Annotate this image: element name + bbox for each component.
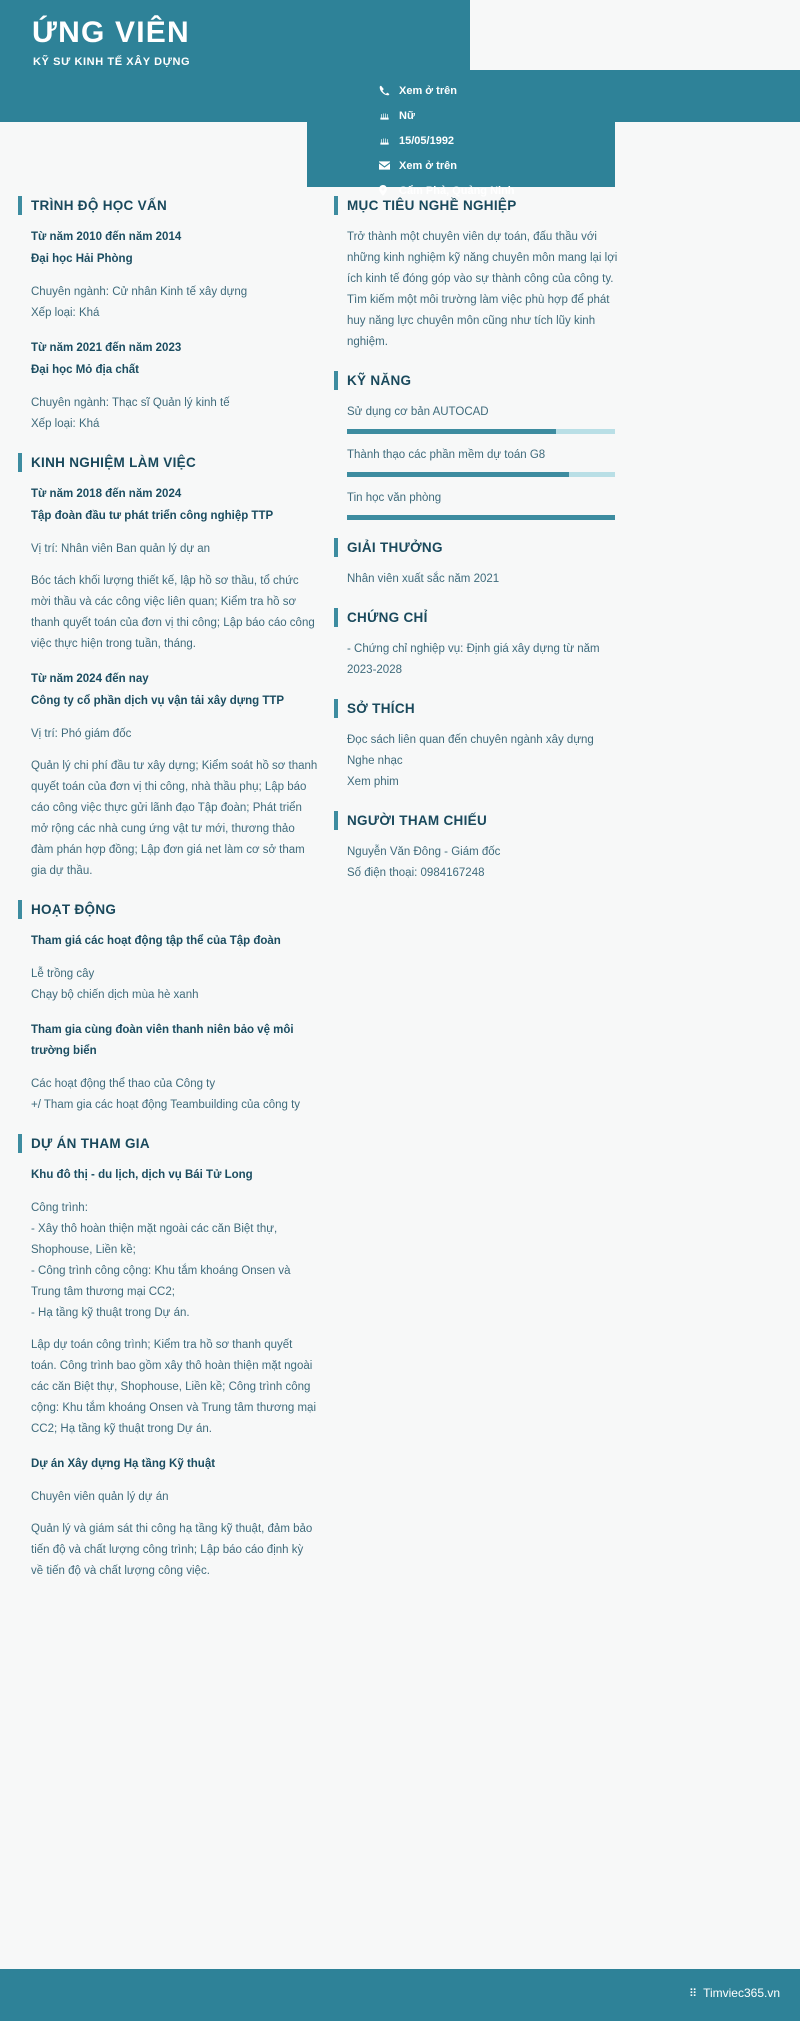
skill-label: Sử dụng cơ bản AUTOCAD bbox=[347, 406, 489, 418]
activity-heading: Tham gia cùng đoàn viên thanh niên bảo vệ môi trường biển bbox=[31, 1024, 294, 1057]
skill-progress-track bbox=[347, 429, 615, 434]
education-period: Từ năm 2021 đến năm 2023 bbox=[31, 342, 182, 354]
spacer bbox=[31, 271, 318, 282]
project-paragraph: Lập dự toán công trình; Kiểm tra hồ sơ thanh quyết toán. Công trình bao gồm xây thô hoàn thiện mặt ngoài các căn Biệt thự, Shophouse, Liền kề; Công trình công cộng: Khu tắm khoáng Onsen và Trung tâm thương mại CC2; Hạ tầng kỹ thuật trong Dự án. bbox=[31, 1339, 317, 1435]
section-accent-bar bbox=[334, 811, 338, 830]
section-awards-heading bbox=[334, 538, 618, 557]
skill-progress-track bbox=[347, 515, 615, 520]
contact-value: 15/05/1992 bbox=[399, 134, 455, 147]
section-experience-heading bbox=[18, 453, 318, 472]
section-title: GIẢI THƯỞNG bbox=[347, 540, 443, 555]
education-grade: Xếp loại: Khá bbox=[31, 307, 100, 319]
spacer bbox=[18, 655, 318, 669]
birthday-cake-icon bbox=[379, 135, 399, 146]
contact-item-gender bbox=[379, 103, 615, 128]
skill-progress-fill bbox=[347, 472, 569, 477]
project-line: - Hạ tầng kỹ thuật trong Dự án. bbox=[31, 1307, 190, 1319]
section-skills-heading bbox=[334, 371, 618, 390]
section-accent-bar bbox=[18, 196, 22, 215]
activity-line: +/ Tham gia các hoạt động Teambuilding của công ty bbox=[31, 1099, 301, 1111]
experience-period: Từ năm 2018 đến năm 2024 bbox=[31, 488, 182, 500]
education-item bbox=[18, 338, 318, 435]
spacer bbox=[18, 324, 318, 338]
section-title: HOẠT ĐỘNG bbox=[31, 902, 117, 917]
section-title: NGƯỜI THAM CHIẾU bbox=[347, 813, 488, 828]
education-school: Đại học Mỏ địa chất bbox=[31, 364, 139, 376]
right-column bbox=[334, 196, 618, 884]
skill-item bbox=[334, 402, 618, 434]
experience-company: Tập đoàn đầu tư phát triển công nghiệp TTP bbox=[31, 510, 274, 522]
contact-panel bbox=[307, 70, 615, 197]
objective-body bbox=[334, 227, 618, 353]
left-column bbox=[18, 196, 318, 1582]
spacer bbox=[31, 1324, 318, 1335]
section-title: MỤC TIÊU NGHỀ NGHIỆP bbox=[347, 198, 517, 213]
spacer bbox=[31, 953, 318, 964]
brand-name: Timviec365.vn bbox=[703, 1986, 780, 2000]
contact-item-email bbox=[379, 153, 615, 178]
project-heading: Dự án Xây dựng Hạ tầng Kỹ thuật bbox=[31, 1458, 216, 1470]
contact-item-phone bbox=[379, 78, 615, 103]
section-accent-bar bbox=[334, 538, 338, 557]
spacer bbox=[31, 382, 318, 393]
education-item bbox=[18, 227, 318, 324]
section-certificates-heading bbox=[334, 608, 618, 627]
project-paragraph: Quản lý và giám sát thi công hạ tầng kỹ thuật, đảm bảo tiến độ và chất lượng công trình; Lập báo cáo định kỳ về tiến độ và chất lượng công việc. bbox=[31, 1523, 313, 1577]
envelope-icon bbox=[379, 161, 399, 170]
section-accent-bar bbox=[18, 453, 22, 472]
hobby-line: Xem phim bbox=[347, 776, 399, 788]
candidate-name: ỨNG VIÊN bbox=[32, 16, 190, 49]
contact-item-birthday bbox=[379, 128, 615, 153]
spacer bbox=[31, 1063, 318, 1074]
certificate-line: - Chứng chỉ nghiệp vụ: Định giá xây dựng từ năm 2023-2028 bbox=[347, 643, 600, 676]
activity-line: Lễ trồng cây bbox=[31, 968, 95, 980]
phone-icon bbox=[379, 85, 399, 96]
section-reference-heading bbox=[334, 811, 618, 830]
experience-item bbox=[18, 484, 318, 655]
section-title: CHỨNG CHỈ bbox=[347, 610, 428, 625]
experience-position: Vị trí: Nhân viên Ban quản lý dự an bbox=[31, 543, 211, 555]
section-title: KỸ NĂNG bbox=[347, 373, 412, 388]
reference-body bbox=[334, 842, 618, 884]
spacer bbox=[18, 1006, 318, 1020]
section-accent-bar bbox=[334, 608, 338, 627]
skill-label: Tin học văn phòng bbox=[347, 492, 442, 504]
hobbies-body bbox=[334, 730, 618, 793]
spacer bbox=[31, 560, 318, 571]
education-grade: Xếp loại: Khá bbox=[31, 418, 100, 430]
project-item bbox=[18, 1165, 318, 1440]
spacer bbox=[31, 745, 318, 756]
experience-position: Vị trí: Phó giám đốc bbox=[31, 728, 132, 740]
gender-icon bbox=[379, 110, 399, 121]
contact-value: Xem ở trên bbox=[399, 159, 457, 172]
education-school: Đại học Hải Phòng bbox=[31, 253, 133, 265]
footer-bar bbox=[0, 1969, 800, 2021]
activity-item bbox=[18, 931, 318, 1006]
location-pin-icon bbox=[379, 185, 399, 196]
project-heading: Khu đô thị - du lịch, dịch vụ Bái Tử Long bbox=[31, 1169, 253, 1181]
section-title: SỞ THÍCH bbox=[347, 701, 415, 716]
hobby-line: Đọc sách liên quan đến chuyên ngành xây dựng bbox=[347, 734, 594, 746]
footer-brand bbox=[689, 1986, 780, 2000]
spacer bbox=[31, 1187, 318, 1198]
spacer bbox=[31, 713, 318, 724]
section-accent-bar bbox=[18, 1134, 22, 1153]
contact-value: Nữ bbox=[399, 109, 415, 122]
experience-description: Quản lý chi phí đầu tư xây dựng; Kiểm soát hồ sơ thanh quyết toán của đơn vị thi công, nhà thầu phụ; Lập báo cáo công việc thực gửi lãnh đạo Tập đoàn; Phát triển mở rộng các nhà cung ứng vật tư mới, thương thảo đàm phán hợp đồng; Lập đơn giá net làm cơ sở tham gia dự thầu. bbox=[31, 760, 318, 877]
activity-heading: Tham giá các hoạt động tập thể của Tập đoàn bbox=[31, 935, 281, 947]
section-title: DỰ ÁN THAM GIA bbox=[31, 1136, 150, 1151]
activity-line: Các hoạt động thể thao của Công ty bbox=[31, 1078, 216, 1090]
experience-item bbox=[18, 669, 318, 882]
section-activities-heading bbox=[18, 900, 318, 919]
hobby-line: Nghe nhạc bbox=[347, 755, 403, 767]
section-accent-bar bbox=[334, 371, 338, 390]
section-accent-bar bbox=[334, 196, 338, 215]
objective-text: Trở thành một chuyên viên dự toán, đấu thầu với những kinh nghiệm kỹ năng chuyên môn mang lại lợi ích kinh tế đóng góp vào sự thành công của công ty. Tìm kiếm một môi trường làm việc phù hợp để phát huy năng lực chuyên môn cũng như tích lũy kinh nghiệm. bbox=[347, 231, 618, 348]
candidate-job-title: KỸ SƯ KINH TẾ XÂY DỰNG bbox=[33, 56, 191, 68]
project-item bbox=[18, 1454, 318, 1582]
skill-item bbox=[334, 445, 618, 477]
reference-line: Số điện thoại: 0984167248 bbox=[347, 867, 485, 879]
section-projects-heading bbox=[18, 1134, 318, 1153]
reference-line: Nguyễn Văn Đông - Giám đốc bbox=[347, 846, 501, 858]
project-line: Công trình: bbox=[31, 1202, 88, 1214]
section-education-heading bbox=[18, 196, 318, 215]
contact-value: Cẩm Phả, Quảng Ninh bbox=[399, 184, 515, 197]
brand-logo-icon: ⠿ bbox=[689, 1987, 697, 2000]
project-line: Chuyên viên quản lý dự án bbox=[31, 1491, 169, 1503]
education-period: Từ năm 2010 đến năm 2014 bbox=[31, 231, 182, 243]
award-line: Nhân viên xuất sắc năm 2021 bbox=[347, 573, 500, 585]
awards-body bbox=[334, 569, 618, 590]
activity-item bbox=[18, 1020, 318, 1116]
skill-label: Thành thạo các phần mềm dự toán G8 bbox=[347, 449, 546, 461]
contact-value: Xem ở trên bbox=[399, 84, 457, 97]
experience-company: Công ty cổ phần dịch vụ vận tải xây dựng TTP bbox=[31, 695, 285, 707]
skill-item bbox=[334, 488, 618, 520]
project-line: - Xây thô hoàn thiện mặt ngoài các căn Biệt thự, Shophouse, Liền kề; bbox=[31, 1223, 278, 1256]
spacer bbox=[31, 1508, 318, 1519]
experience-period: Từ năm 2024 đến nay bbox=[31, 673, 149, 685]
skill-progress-fill bbox=[347, 515, 615, 520]
section-title: KINH NGHIỆM LÀM VIỆC bbox=[31, 455, 197, 470]
education-major: Chuyên ngành: Thạc sĩ Quản lý kinh tế bbox=[31, 397, 230, 409]
project-line: - Công trình công cộng: Khu tắm khoáng Onsen và Trung tâm thương mại CC2; bbox=[31, 1265, 291, 1298]
section-accent-bar bbox=[18, 900, 22, 919]
spacer bbox=[18, 1440, 318, 1454]
skill-progress-track bbox=[347, 472, 615, 477]
section-title: TRÌNH ĐỘ HỌC VẤN bbox=[31, 198, 168, 213]
section-objective-heading bbox=[334, 196, 618, 215]
spacer bbox=[31, 528, 318, 539]
section-hobbies-heading bbox=[334, 699, 618, 718]
skill-progress-fill bbox=[347, 429, 556, 434]
education-major: Chuyên ngành: Cử nhân Kinh tế xây dựng bbox=[31, 286, 248, 298]
experience-description: Bóc tách khối lượng thiết kế, lập hồ sơ thầu, tổ chức mời thầu và các công việc liên quan; Kiểm tra hồ sơ thanh quyết toán của đơn vị thi công; Lập báo cáo công việc thực hiện trong tuần, tháng. bbox=[31, 575, 315, 650]
spacer bbox=[31, 1476, 318, 1487]
activity-line: Chạy bộ chiến dịch mùa hè xanh bbox=[31, 989, 199, 1001]
section-accent-bar bbox=[334, 699, 338, 718]
certificates-body bbox=[334, 639, 618, 681]
